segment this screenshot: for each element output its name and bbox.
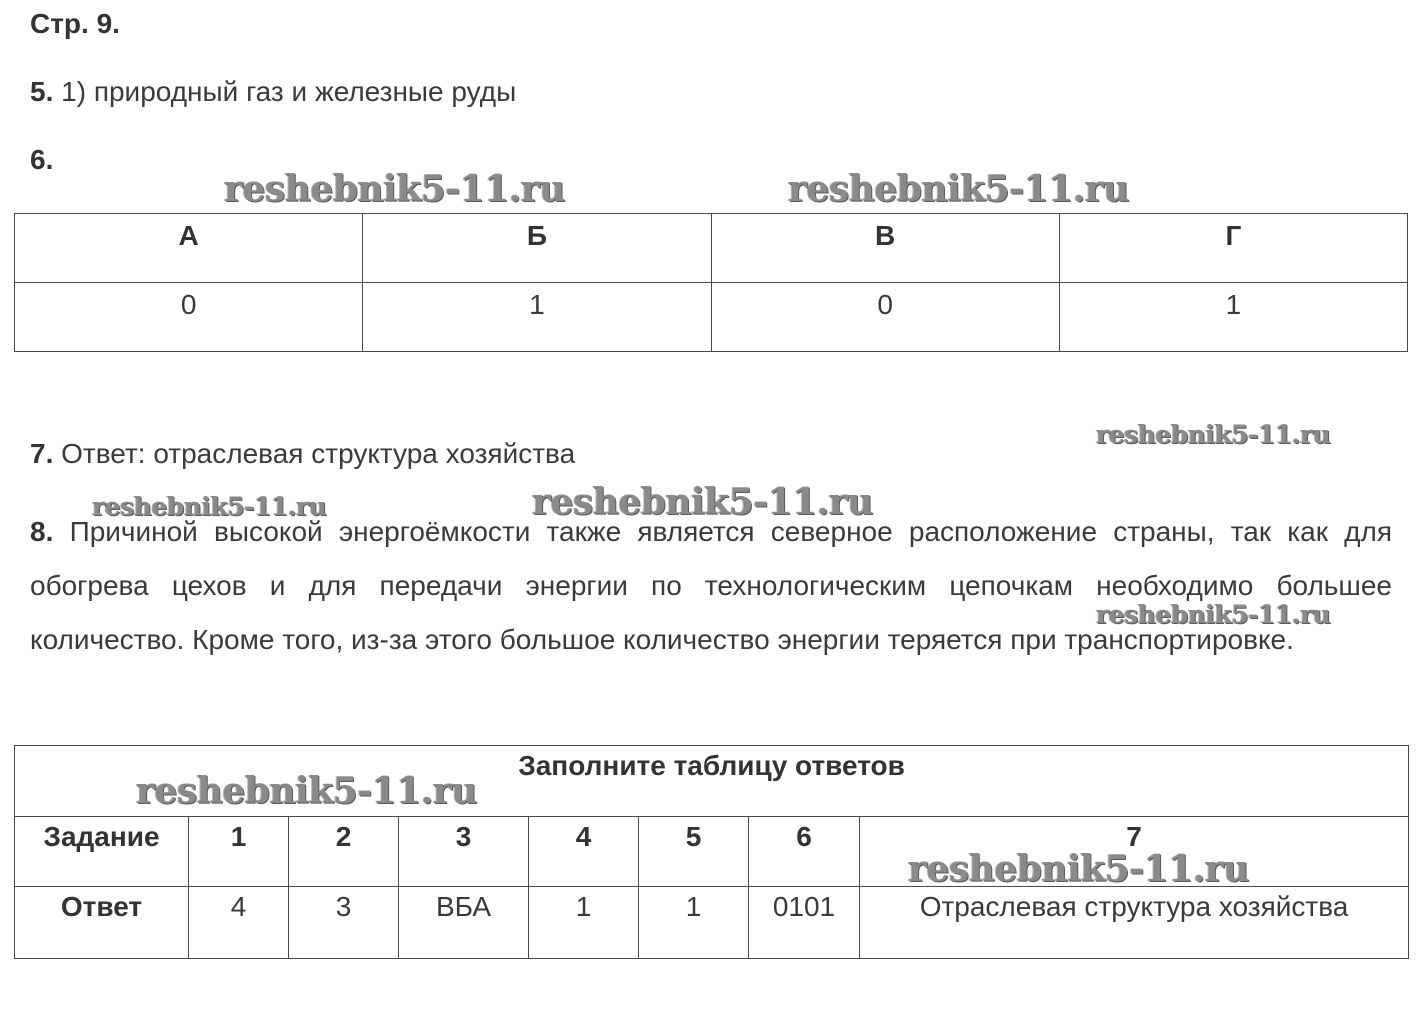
task-8-number: 8. (30, 516, 54, 547)
answer-cell: 1 (529, 887, 639, 959)
task-number-cell: 4 (529, 817, 639, 887)
watermark: reshebnik5-11.ru (908, 848, 1249, 890)
task-5 (30, 78, 516, 106)
answer-cell: ВБА (399, 887, 529, 959)
watermark: reshebnik5-11.ru (92, 492, 327, 521)
task-8 (30, 505, 1392, 667)
task-7-text: Ответ: отраслевая структура хозяйства (61, 438, 576, 469)
answer-cell: 0101 (749, 887, 860, 959)
watermark: reshebnik5-11.ru (136, 770, 477, 812)
watermark: reshebnik5-11.ru (532, 481, 873, 523)
task-7 (30, 440, 575, 468)
task-number-cell: 6 (749, 817, 860, 887)
watermark: reshebnik5-11.ru (788, 168, 1129, 210)
task-6-number: 6. (30, 144, 54, 175)
answer-cell: 1 (639, 887, 749, 959)
task-6-header-row (15, 214, 1408, 283)
task-6-value-row (15, 283, 1408, 352)
answer-cell: Отраслевая структура хозяйства (860, 887, 1409, 959)
task-6-table (14, 213, 1408, 352)
task-number-cell: 3 (399, 817, 529, 887)
answer-cell: 3 (289, 887, 399, 959)
task-6-value-cell: 0 (15, 283, 363, 352)
task-6-header-cell: В (711, 214, 1059, 283)
task-5-number: 5. (30, 76, 54, 107)
answer-row-label: Ответ (15, 887, 189, 959)
watermark: reshebnik5-11.ru (224, 168, 565, 210)
task-6-value-cell: 1 (1059, 283, 1407, 352)
task-6-value-cell: 0 (711, 283, 1059, 352)
task-number-cell: 5 (639, 817, 749, 887)
task-6-header-cell: Б (363, 214, 711, 283)
page-header: Стр. 9. (30, 8, 120, 39)
task-row-label: Задание (15, 817, 189, 887)
task-7-number: 7. (30, 438, 54, 469)
task-6-header-cell: Г (1059, 214, 1407, 283)
task-number-cell: 2 (289, 817, 399, 887)
task-number-cell: 1 (189, 817, 289, 887)
answers-table-answer-row (15, 887, 1409, 959)
watermark: reshebnik5-11.ru (1096, 420, 1331, 449)
answer-cell: 4 (189, 887, 289, 959)
watermark: reshebnik5-11.ru (1096, 600, 1331, 629)
task-6-header-cell: А (15, 214, 363, 283)
task-8-text: Причиной высокой энергоёмкости также является северное расположение страны, так как для обогрева цехов и для передачи энергии по технологическим цепочкам необходимо большее количество. Кроме того, из-за этого большое количество энергии теряется при транспортировке. (30, 516, 1393, 655)
answers-table-title: Заполните таблицу ответов (15, 746, 1409, 817)
task-6-value-cell: 1 (363, 283, 711, 352)
task-5-text: 1) природный газ и железные руды (61, 76, 517, 107)
task-number-cell: 7 (860, 817, 1409, 887)
